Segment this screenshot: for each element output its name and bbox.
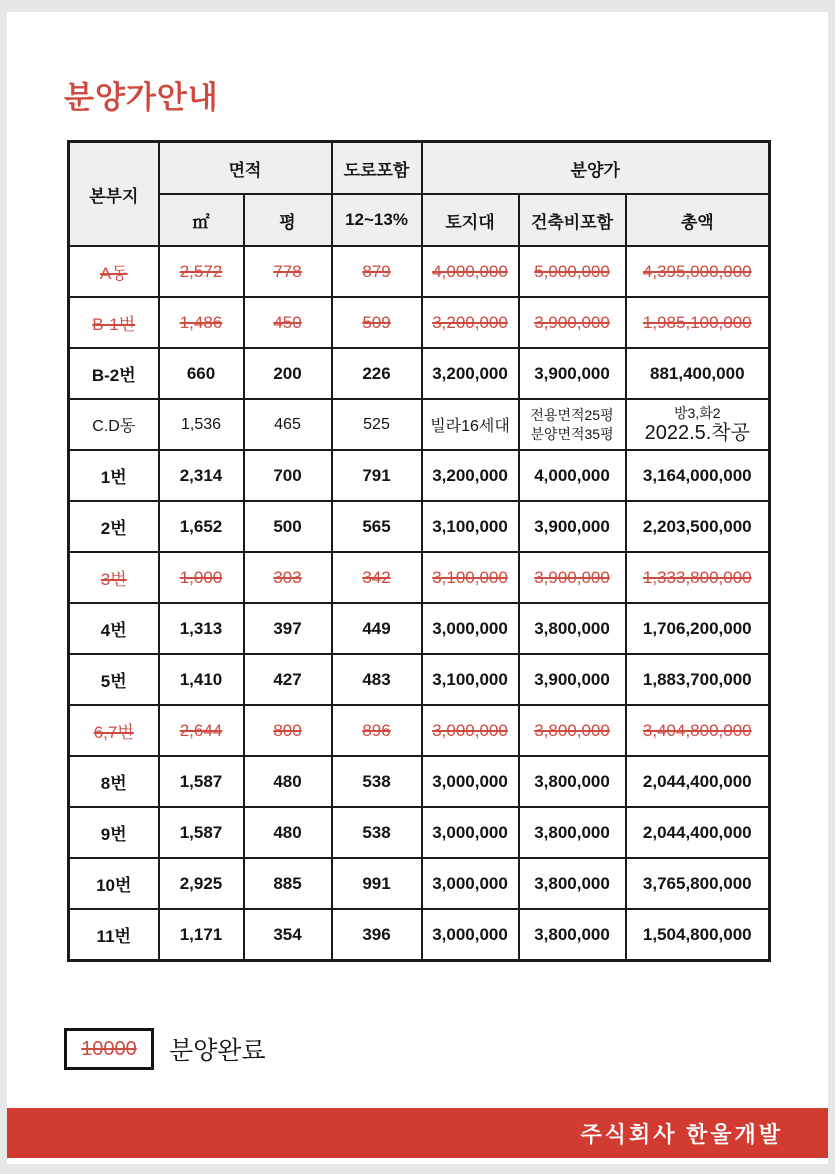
- cell: 2,203,500,000: [626, 501, 770, 552]
- cell: [626, 399, 770, 450]
- cell: 3,800,000: [519, 858, 626, 909]
- table-row: [69, 450, 770, 501]
- cell: 791: [332, 450, 422, 501]
- cell: 3,900,000: [519, 501, 626, 552]
- cell: 660: [159, 348, 244, 399]
- cell: 1,706,200,000: [626, 603, 770, 654]
- document-page: [7, 12, 828, 1164]
- table-row: [69, 399, 770, 450]
- cell: 226: [332, 348, 422, 399]
- cell: 3,000,000: [422, 807, 519, 858]
- cell: 1,504,800,000: [626, 909, 770, 961]
- cell: 1,486: [159, 297, 244, 348]
- cell: 991: [332, 858, 422, 909]
- cell: 3,164,000,000: [626, 450, 770, 501]
- cell: 3,100,000: [422, 552, 519, 603]
- legend-label: 분양완료: [169, 1037, 266, 1065]
- table-row: [69, 807, 770, 858]
- cell: 303: [244, 552, 332, 603]
- cell: [519, 399, 626, 450]
- cell: 3,800,000: [519, 807, 626, 858]
- table-row: [69, 654, 770, 705]
- header-road: 도로포함: [332, 142, 422, 195]
- cell: 3,000,000: [422, 858, 519, 909]
- cell: 2,925: [159, 858, 244, 909]
- cell: 2,644: [159, 705, 244, 756]
- cell: 881,400,000: [626, 348, 770, 399]
- header-price: 분양가: [422, 142, 770, 195]
- cell: 342: [332, 552, 422, 603]
- cell: 2,044,400,000: [626, 756, 770, 807]
- header-sqm: ㎡: [159, 194, 244, 246]
- cell: 354: [244, 909, 332, 961]
- cell: 3,000,000: [422, 603, 519, 654]
- row-label: 6,7번: [69, 705, 159, 756]
- cell: 700: [244, 450, 332, 501]
- cell: 3,404,800,000: [626, 705, 770, 756]
- table-row: [69, 909, 770, 961]
- cell-line: 2022.5.착공: [644, 422, 750, 445]
- row-label: 4번: [69, 603, 159, 654]
- cell: 3,800,000: [519, 909, 626, 961]
- header-total: 총액: [626, 194, 770, 246]
- cell: 3,200,000: [422, 297, 519, 348]
- row-label: 1번: [69, 450, 159, 501]
- row-label: C.D동: [69, 399, 159, 450]
- row-label: B-2번: [69, 348, 159, 399]
- cell: 509: [332, 297, 422, 348]
- table-row: [69, 705, 770, 756]
- cell: 397: [244, 603, 332, 654]
- table-row: [69, 246, 770, 297]
- cell: 1,985,100,000: [626, 297, 770, 348]
- cell: 1,587: [159, 756, 244, 807]
- header-land: 토지대: [422, 194, 519, 246]
- row-label: 5번: [69, 654, 159, 705]
- cell: 1,536: [159, 399, 244, 450]
- table-row: [69, 756, 770, 807]
- cell: 427: [244, 654, 332, 705]
- cell: 1,410: [159, 654, 244, 705]
- cell: 3,765,800,000: [626, 858, 770, 909]
- cell: 3,900,000: [519, 552, 626, 603]
- table-row: [69, 603, 770, 654]
- cell: 3,100,000: [422, 501, 519, 552]
- cell: 4,395,000,000: [626, 246, 770, 297]
- table-row: [69, 501, 770, 552]
- footer-bar: [7, 1108, 828, 1158]
- row-label: 9번: [69, 807, 159, 858]
- cell: 200: [244, 348, 332, 399]
- row-label: A동: [69, 246, 159, 297]
- header-pyeong: 평: [244, 194, 332, 246]
- cell: 2,314: [159, 450, 244, 501]
- cell: 1,171: [159, 909, 244, 961]
- cell: 538: [332, 807, 422, 858]
- cell: 1,883,700,000: [626, 654, 770, 705]
- cell: 3,900,000: [519, 297, 626, 348]
- cell: 2,044,400,000: [626, 807, 770, 858]
- cell: 885: [244, 858, 332, 909]
- header-site: 본부지: [69, 142, 159, 247]
- row-label: 10번: [69, 858, 159, 909]
- cell: 778: [244, 246, 332, 297]
- legend: [64, 1028, 266, 1070]
- table-row: [69, 858, 770, 909]
- row-label: 3번: [69, 552, 159, 603]
- cell: 483: [332, 654, 422, 705]
- cell: 3,800,000: [519, 756, 626, 807]
- cell: 3,900,000: [519, 654, 626, 705]
- row-label: 11번: [69, 909, 159, 961]
- row-label: B-1번: [69, 297, 159, 348]
- cell: 480: [244, 807, 332, 858]
- table-row: [69, 297, 770, 348]
- cell: 4,000,000: [422, 246, 519, 297]
- cell: 565: [332, 501, 422, 552]
- cell: 396: [332, 909, 422, 961]
- cell: 896: [332, 705, 422, 756]
- company-name: 주식회사 한울개발: [580, 1121, 783, 1147]
- cell: 1,587: [159, 807, 244, 858]
- header-area: 면적: [159, 142, 332, 195]
- cell: 3,800,000: [519, 603, 626, 654]
- cell: 500: [244, 501, 332, 552]
- cell-line: 전용면적25평: [530, 407, 614, 424]
- cell: 2,572: [159, 246, 244, 297]
- legend-strike-box: [64, 1028, 154, 1070]
- cell-line: 방3,화2: [674, 404, 721, 421]
- cell: 3,900,000: [519, 348, 626, 399]
- cell: 3,800,000: [519, 705, 626, 756]
- header-construction: 건축비포함: [519, 194, 626, 246]
- cell: 1,000: [159, 552, 244, 603]
- table-row: [69, 348, 770, 399]
- header-row-sub: [69, 194, 770, 246]
- table-row: [69, 552, 770, 603]
- cell: 480: [244, 756, 332, 807]
- header-row-groups: [69, 142, 770, 195]
- cell: 빌라16세대: [422, 399, 519, 450]
- row-label: 2번: [69, 501, 159, 552]
- price-table: [67, 140, 771, 962]
- cell: 465: [244, 399, 332, 450]
- cell: 5,000,000: [519, 246, 626, 297]
- cell: 525: [332, 399, 422, 450]
- page-title: 분양가안내: [64, 80, 219, 115]
- cell: 3,000,000: [422, 756, 519, 807]
- price-table-body: [69, 246, 770, 961]
- cell: 3,000,000: [422, 705, 519, 756]
- legend-sample-number: 10000: [81, 1037, 137, 1060]
- cell: 3,200,000: [422, 450, 519, 501]
- cell: 3,000,000: [422, 909, 519, 961]
- cell: 800: [244, 705, 332, 756]
- cell: 1,333,800,000: [626, 552, 770, 603]
- row-label: 8번: [69, 756, 159, 807]
- cell: 3,100,000: [422, 654, 519, 705]
- cell: 538: [332, 756, 422, 807]
- cell: 450: [244, 297, 332, 348]
- cell-line: 분양면적35평: [530, 425, 614, 442]
- cell: 3,200,000: [422, 348, 519, 399]
- cell: 449: [332, 603, 422, 654]
- cell: 1,313: [159, 603, 244, 654]
- cell: 879: [332, 246, 422, 297]
- cell: 4,000,000: [519, 450, 626, 501]
- header-road-pct: 12~13%: [332, 194, 422, 246]
- cell: 1,652: [159, 501, 244, 552]
